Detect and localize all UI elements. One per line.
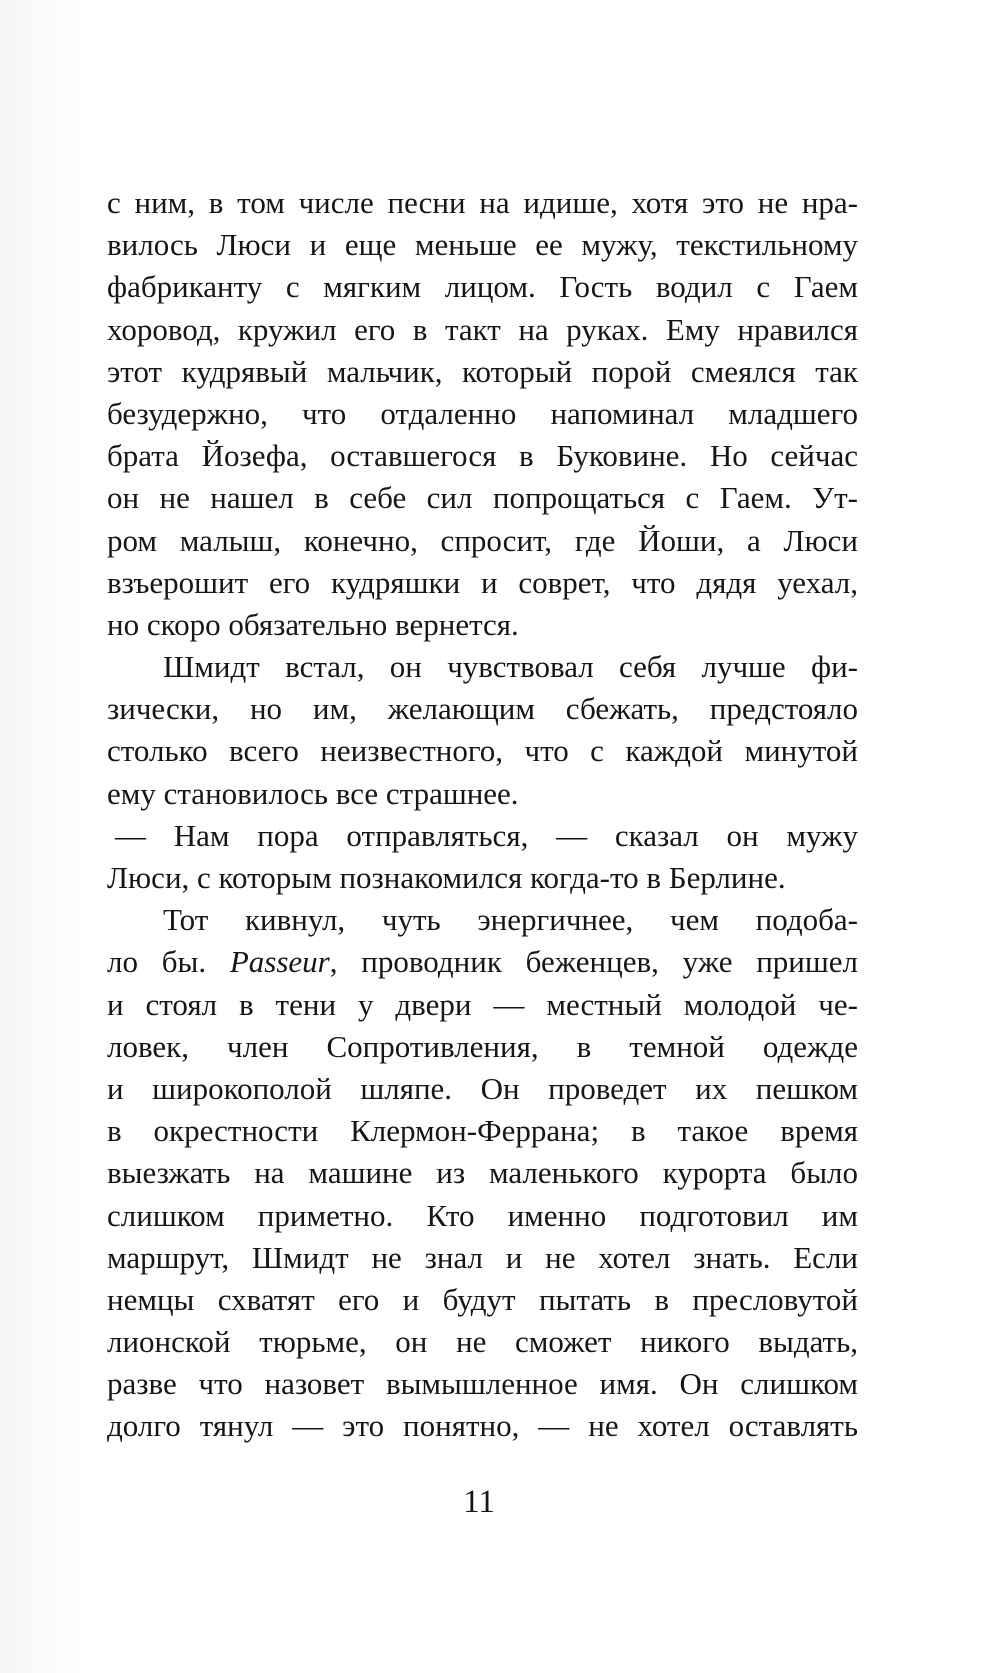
text-segment: , проводник беженцев, уже пришел [329,944,858,980]
page-edge-shadow [0,0,90,1673]
text-line: в окрестности Клермон-Феррана; в такое время [107,1113,858,1149]
text-line: взъерошит его кудряшки и соврет, что дядя уехал, [107,564,858,600]
dialogue-line: — Нам пора отправляться, — сказал он мужу [115,817,858,853]
text-line: безудержно, что отдаленно напоминал младшего [107,395,858,431]
text-line: немцы схватят его и будут пытать в пресловутой [107,1281,858,1317]
text-line: ром малыш, конечно, спросит, где Йоши, а Люси [107,522,858,558]
body-text [107,182,858,1448]
page-number: 11 [463,1484,495,1520]
text-line: лионской тюрьме, он не сможет никого выдать, [107,1324,858,1360]
text-line: и стоял в тени у двери — местный молодой че- [107,986,858,1022]
italic-term: Passeur [229,944,330,980]
text-line: разве что назовет вымышленное имя. Он слишком [107,1366,858,1402]
text-line: вилось Люси и еще меньше ее мужу, текстильному [107,227,858,263]
text-line: ловек, член Сопротивления, в темной одежде [107,1028,858,1064]
text-line: с ним, в том числе песни на идише, хотя это не нра- [107,185,858,220]
text-line-with-italic [107,941,858,983]
text-line: этот кудрявый мальчик, который порой смеялся так [107,353,858,389]
text-line: брата Йозефа, оставшегося в Буковине. Но сейчас [107,438,858,474]
text-line: но скоро обязательно вернется. [107,606,519,642]
text-line: Люси, с которым познакомился когда-то в Берлине. [107,860,786,895]
text-line: фабриканту с мягким лицом. Гость водил с Гаем [107,269,858,305]
text-line: зически, но им, желающим сбежать, предстояло [107,691,858,727]
text-line: столько всего неизвестного, что с каждой минутой [107,733,858,769]
text-line: долго тянул — это понятно, — не хотел оставлять [107,1408,858,1444]
text-line: Шмидт встал, он чувствовал себя лучше фи- [163,649,858,685]
text-segment: ло бы. [107,944,230,980]
text-line: маршрут, Шмидт не знал и не хотел знать. Если [107,1239,858,1275]
text-line: Тот кивнул, чуть энергичнее, чем подоба- [163,902,858,938]
text-line: и широкополой шляпе. Он проведет их пешком [107,1070,858,1106]
text-line: слишком приметно. Кто именно подготовил им [107,1197,858,1233]
text-line: выезжать на машине из маленького курорта было [107,1155,858,1191]
text-line: он не нашел в себе сил попрощаться с Гаем. Ут- [107,480,858,516]
text-line: ему становилось все страшнее. [107,775,519,811]
text-line: хоровод, кружил его в такт на руках. Ему нравился [107,311,858,347]
